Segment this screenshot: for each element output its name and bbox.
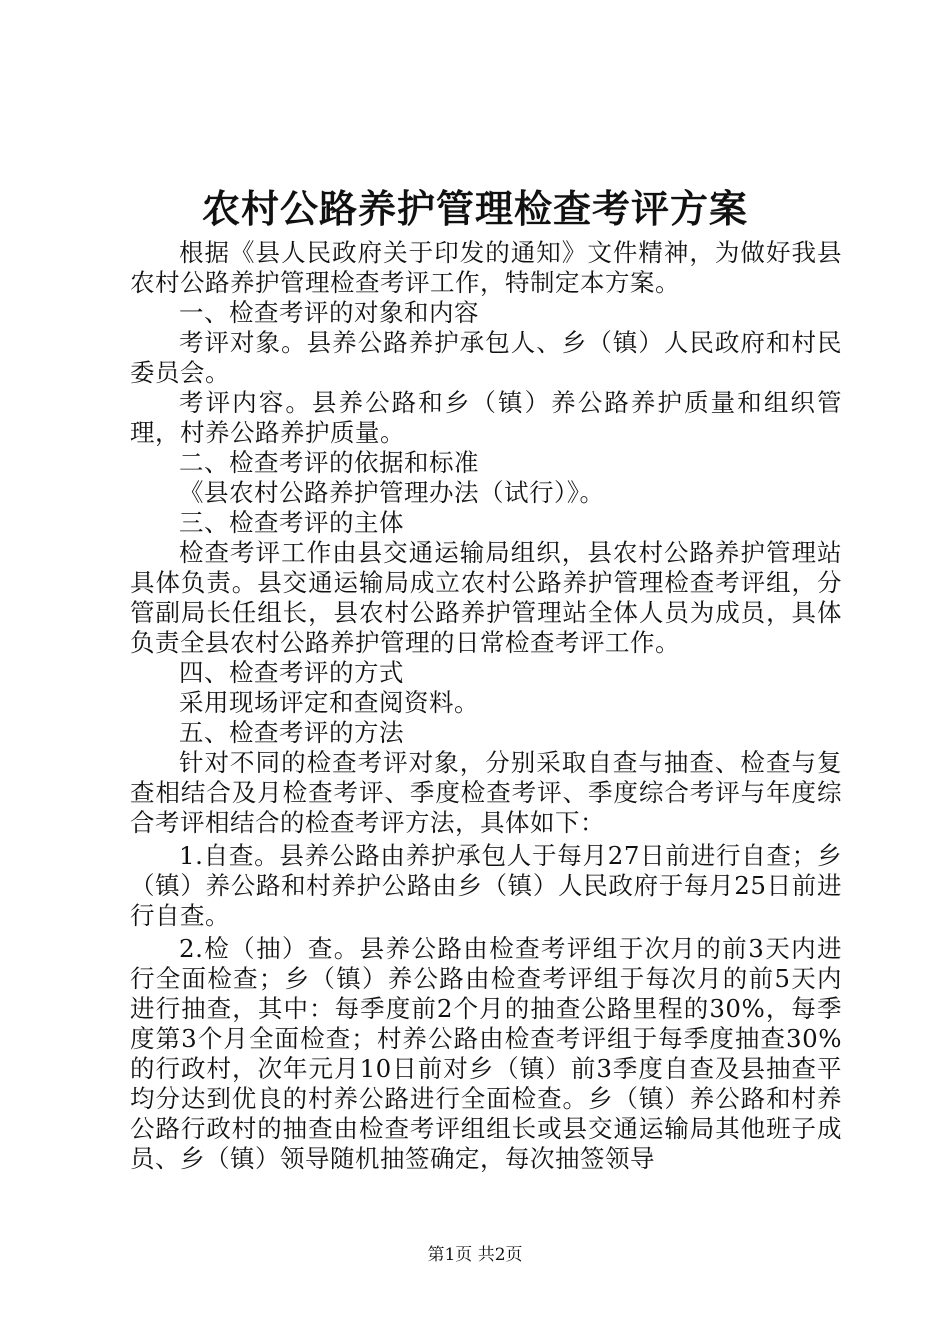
paragraph-self-check: 1.自查。县养公路由养护承包人于每月27日前进行自查；乡（镇）养公路和村养护公路由乡（镇）人民政府于每月25日前进行自查。: [130, 841, 842, 930]
section-heading-3: 三、检查考评的主体: [179, 508, 404, 537]
paragraph-mode: 采用现场评定和查阅资料。: [179, 688, 479, 717]
paragraph-objects: 考评对象。县养公路养护承包人、乡（镇）人民政府和村民委员会。: [130, 328, 842, 387]
paragraph-basis: 《县农村公路养护管理办法（试行）》。: [179, 478, 605, 507]
section-heading-2: 二、检查考评的依据和标准: [179, 448, 479, 477]
section-heading-1: 一、检查考评的对象和内容: [179, 298, 479, 327]
paragraph-subject: 检查考评工作由县交通运输局组织，县农村公路养护管理站具体负责。县交通运输局成立农村公路养护管理检查考评组，分管副局长任组长，县农村公路养护管理站全体人员为成员，具体负责全县农村公路养护管理的日常检查考评工作。: [130, 538, 842, 657]
page-footer: 第1页 共2页: [427, 1245, 523, 1265]
document-title: 农村公路养护管理检查考评方案: [201, 186, 748, 231]
paragraph-intro: 根据《县人民政府关于印发的通知》文件精神，为做好我县农村公路养护管理检查考评工作，特制定本方案。: [130, 238, 842, 297]
section-heading-4: 四、检查考评的方式: [179, 658, 404, 687]
paragraph-spot-check: 2.检（抽）查。县养公路由检查考评组于次月的前3天内进行全面检查；乡（镇）养公路由检查考评组于每次月的前5天内进行抽查，其中：每季度前2个月的抽查公路里程的30%，每季度第3个月全面检查；村养公路由检查考评组于每季度抽查30%的行政村，次年元月10日前对乡（镇）前3季度自查及县抽查平均分达到优良的村养公路进行全面检查。乡（镇）养公路和村养公路行政村的抽查由检查考评组组长或县交通运输局其他班子成员、乡（镇）领导随机抽签确定，每次抽签领导: [130, 934, 842, 1173]
document-body: [130, 238, 842, 1174]
paragraph-content: 考评内容。县养公路和乡（镇）养公路养护质量和组织管理，村养公路养护质量。: [130, 388, 842, 447]
section-heading-5: 五、检查考评的方法: [179, 718, 404, 747]
paragraph-methods: 针对不同的检查考评对象，分别采取自查与抽查、检查与复查相结合及月检查考评、季度检查考评、季度综合考评与年度综合考评相结合的检查考评方法，具体如下：: [130, 748, 842, 837]
